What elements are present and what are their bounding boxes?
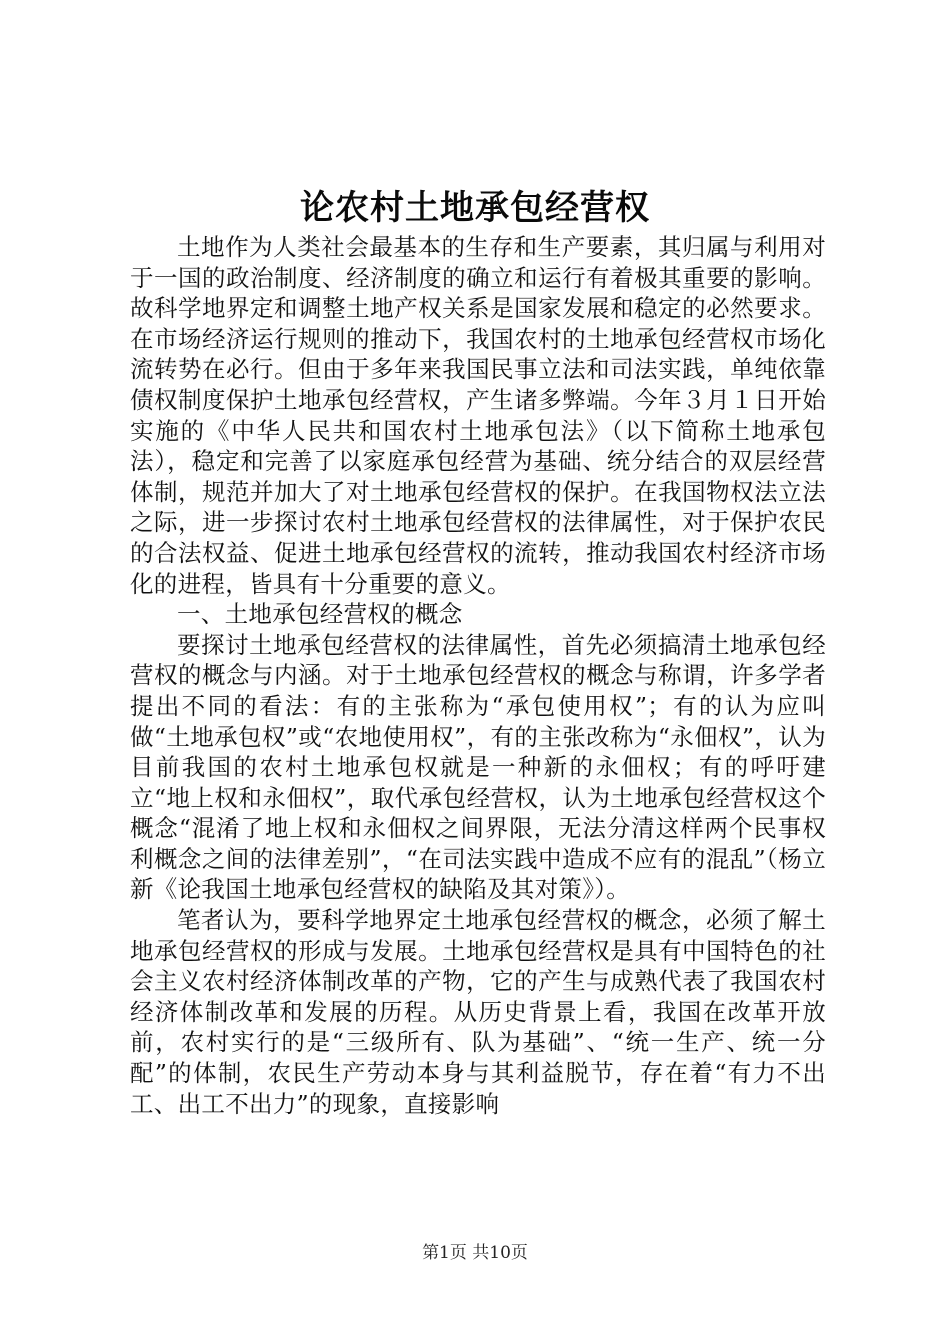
document-title: 论农村土地承包经营权 [300,188,650,228]
section-heading-concept: 一、土地承包经营权的概念 [177,600,463,629]
paragraph-author-view: 笔者认为，要科学地界定土地承包经营权的概念，必须了解土地承包经营权的形成与发展。土地承包经营权是具有中国特色的社会主义农村经济体制改革的产物，它的产生与成熟代表了我国农村经济体制改革和发展的历程。从历史背景上看，我国在改革开放前，农村实行的是“三级所有、队为基础”、“统一生产、统一分配”的体制，农民生产劳动本身与其利益脱节，存在着“有力不出工、出工不出力”的现象，直接影响 [130,906,826,1118]
paragraph-concept-debate: 要探讨土地承包经营权的法律属性，首先必须搞清土地承包经营权的概念与内涵。对于土地承包经营权的概念与称谓，许多学者提出不同的看法：有的主张称为“承包使用权”；有的认为应叫做“土地承包权”或“农地使用权”，有的主张改称为“永佃权”，认为目前我国的农村土地承包权就是一种新的永佃权；有的呼吁建立“地上权和永佃权”，取代承包经营权，认为土地承包经营权这个概念“混淆了地上权和永佃权之间界限，无法分清这样两个民事权利概念之间的法律差别”，“在司法实践中造成不应有的混乱”（杨立新《论我国土地承包经营权的缺陷及其对策》）。 [130,630,826,904]
document-body [130,232,826,1119]
paragraph-intro: 土地作为人类社会最基本的生存和生产要素，其归属与利用对于一国的政治制度、经济制度的确立和运行有着极其重要的影响。故科学地界定和调整土地产权关系是国家发展和稳定的必然要求。在市场经济运行规则的推动下，我国农村的土地承包经营权市场化流转势在必行。但由于多年来我国民事立法和司法实践，单纯依靠债权制度保护土地承包经营权，产生诸多弊端。今年３月１日开始实施的《中华人民共和国农村土地承包法》（以下简称土地承包法），稳定和完善了以家庭承包经营为基础、统分结合的双层经营体制，规范并加大了对土地承包经营权的保护。在我国物权法立法之际，进一步探讨农村土地承包经营权的法律属性，对于保护农民的合法权益、促进土地承包经营权的流转，推动我国农村经济市场化的进程，皆具有十分重要的意义。 [130,233,826,598]
page-footer: 第1页 共10页 [422,1243,528,1263]
